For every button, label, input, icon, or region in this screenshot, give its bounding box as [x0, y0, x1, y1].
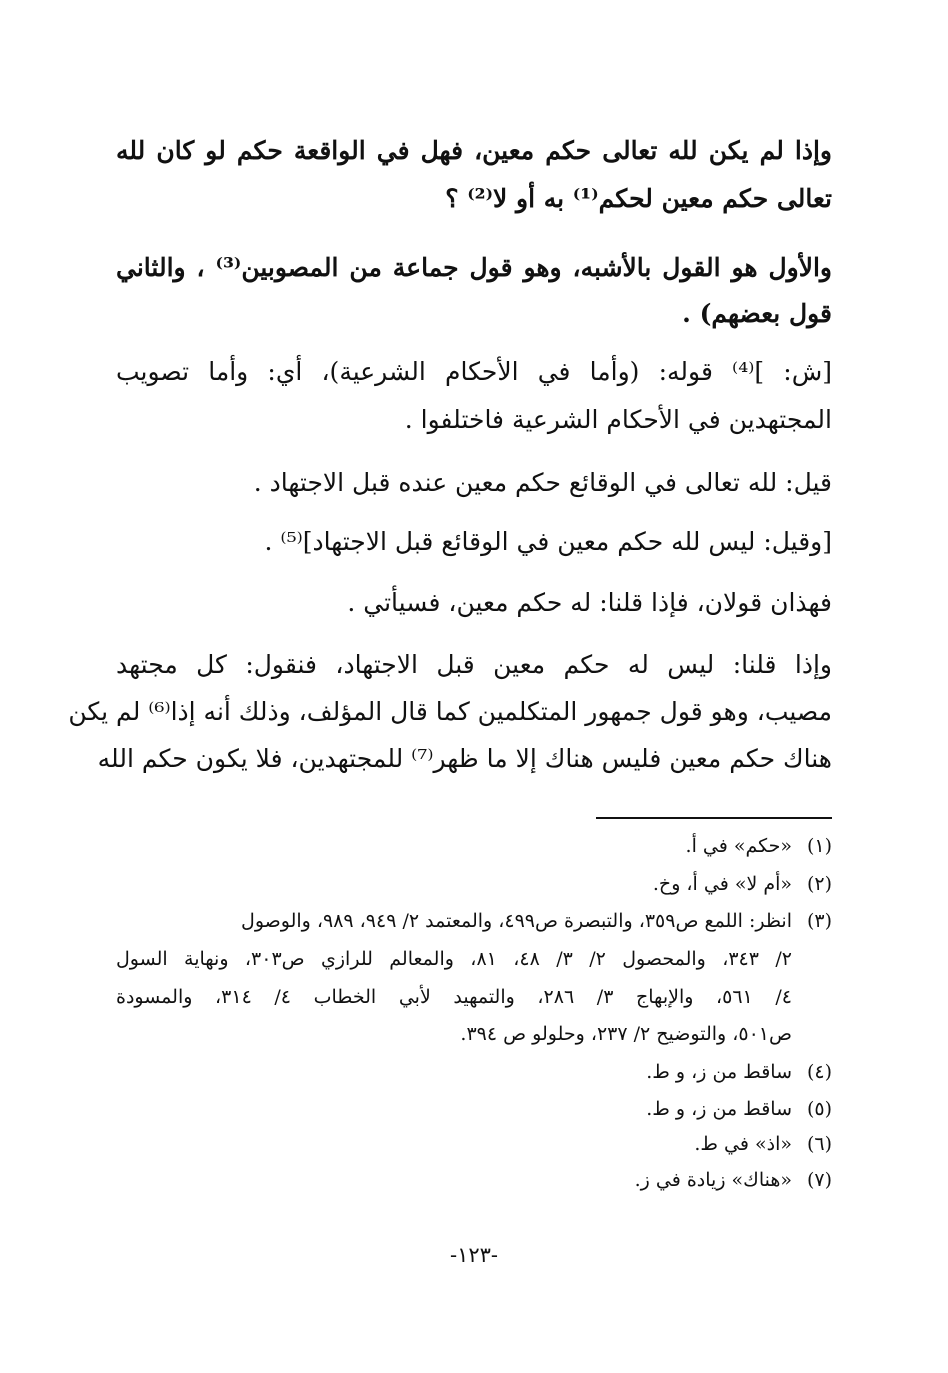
footnote-text: انظر: اللمع ص٣٥٩، والتبصرة ص٤٩٩، والمعتمد ٢/ ٩٤٩، ٩٨٩، والوصول	[241, 910, 792, 932]
footnote-separator	[596, 817, 832, 819]
body-line: وإذا قلنا: ليس له حكم معين قبل الاجتهاد، فنقول: كل مجتهد	[116, 650, 832, 679]
footnote-text: «حكم» في أ.	[685, 835, 792, 857]
footnote-number: (٢)	[806, 873, 832, 895]
footnote	[116, 1164, 832, 1196]
footnote-continuation: ٤/ ٥٦١، والإبهاج ٣/ ٢٨٦، والتمهيد لأبي الخطاب ٤/ ٣١٤، والمسودة	[116, 986, 792, 1008]
body-line: قول بعضهم) .	[682, 299, 832, 328]
footnote-number: (١)	[806, 835, 832, 857]
body-line: وإذا لم يكن لله تعالى حكم معين، فهل في الواقعة حكم لو كان لله	[116, 136, 832, 165]
footnote	[116, 830, 832, 862]
footnote-number: (٤)	[806, 1061, 832, 1083]
footnote-text: «أم لا» في أ، وخ.	[652, 873, 792, 895]
body-line: تعالى حكم معين لحكم⁽¹⁾ به أو لا⁽²⁾ ؟	[445, 184, 832, 213]
footnote-text: «اذ» في ط.	[694, 1133, 792, 1155]
footnote-continuation: ص٥٠١، والتوضيح ٢/ ٢٣٧، وحلولو ص ٣٩٤.	[460, 1023, 792, 1045]
footnote-text: «هناك» زيادة في ز.	[634, 1169, 792, 1191]
footnote	[116, 1093, 832, 1125]
body-line: [وقيل: ليس لله حكم معين في الوقائع قبل الاجتهاد]⁽⁵⁾ .	[264, 527, 832, 556]
footnote-number: (٥)	[806, 1098, 832, 1120]
footnote	[116, 1056, 832, 1088]
footnote-continuation: ٢/ ٣٤٣، والمحصول ٢/ ٣/ ٤٨، ٨١، والمعالم للرازي ص٣٠٣، ونهاية السول	[116, 948, 792, 970]
footnote-number: (٧)	[806, 1169, 832, 1191]
footnote-text: ساقط من ز، و ط.	[646, 1061, 792, 1083]
footnote-number: (٦)	[806, 1133, 832, 1155]
footnote	[116, 868, 832, 900]
body-line: مصيب، وهو قول جمهور المتكلمين كما قال المؤلف، وذلك أنه إذا⁽⁶⁾ لم يكن	[68, 697, 832, 726]
body-line: فهذان قولان، فإذا قلنا: له حكم معين، فسيأتي .	[347, 588, 832, 617]
body-line: والأول هو القول بالأشبه، وهو قول جماعة من المصوبين⁽³⁾ ، والثاني	[116, 253, 833, 282]
body-line: [ش: ]⁽⁴⁾ قوله: (وأما في الأحكام الشرعية)، أي: وأما تصويب	[116, 357, 832, 386]
footnote-text: ساقط من ز، و ط.	[646, 1098, 792, 1120]
footnote	[116, 1128, 832, 1160]
page-number: -١٢٣-	[449, 1243, 499, 1267]
body-line: المجتهدين في الأحكام الشرعية فاختلفوا .	[404, 405, 832, 434]
footnote	[116, 905, 832, 937]
body-line: هناك حكم معين فليس هناك إلا ما ظهر⁽⁷⁾ للمجتهدين، فلا يكون حكم الله	[97, 744, 832, 773]
body-line: قيل: لله تعالى في الوقائع حكم معين عنده قبل الاجتهاد .	[253, 468, 832, 497]
footnote-number: (٣)	[806, 910, 832, 932]
